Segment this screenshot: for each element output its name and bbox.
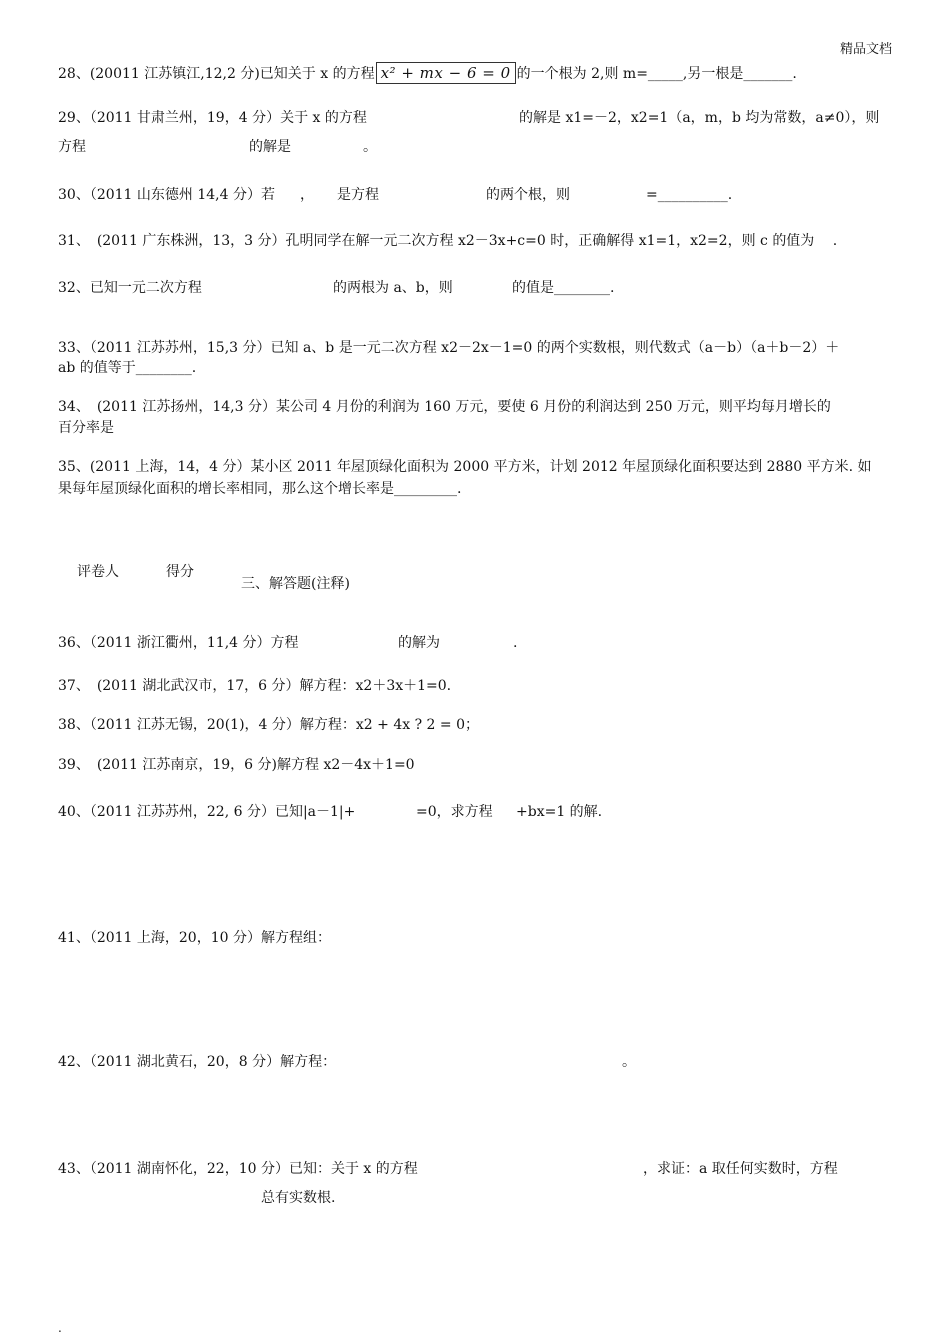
q43-part-a: 43、（2011 湖南怀化，22，10 分）已知：关于 x 的方程	[58, 1161, 418, 1177]
q28-text-pre: 28、(20011 江苏镇江,12,2 分)已知关于 x 的方程	[58, 66, 375, 82]
q33-line2: ab 的值等于________.	[58, 360, 197, 376]
section-title-answers: 三、解答题(注释)	[241, 576, 350, 592]
q35-line2: 果每年屋顶绿化面积的增长率相同，那么这个增长率是_________.	[58, 481, 462, 497]
q36-part-c: .	[513, 635, 518, 651]
question-39: 39、 (2011 江苏南京，19，6 分)解方程 x2－4x＋1=0	[58, 757, 415, 773]
q40-part-c: +bx=1 的解.	[516, 804, 603, 820]
question-31: 31、 (2011 广东株洲，13，3 分）孔明同学在解一元二次方程 x2－3x+c=0 时，正确解得 x1=1，x2=2，则 c 的值为 .	[58, 233, 838, 249]
question-41: 41、（2011 上海，20，10 分）解方程组：	[58, 930, 331, 946]
q29-part-b: 的解是 x1=－2，x2=1（a，m，b 均为常数，a≠0），则	[519, 110, 880, 126]
q40-part-b: =0，求方程	[416, 804, 493, 820]
q30-part-c: 是方程	[337, 187, 379, 203]
q32-part-a: 32、已知一元二次方程	[58, 280, 202, 296]
q36-part-a: 36、（2011 浙江衢州，11,4 分）方程	[58, 635, 299, 651]
q35-line1: 35、(2011 上海，14，4 分）某小区 2011 年屋顶绿化面积为 2000 平方米，计划 2012 年屋顶绿化面积要达到 2880 平方米. 如	[58, 459, 872, 475]
q34-line2: 百分率是	[58, 420, 114, 436]
q40-part-a: 40、（2011 江苏苏州，22, 6 分）已知|a－1|+	[58, 804, 356, 820]
question-37: 37、 (2011 湖北武汉市，17，6 分）解方程：x2＋3x＋1=0.	[58, 678, 452, 694]
q43-part-b: ，求证：a 取任何实数时，方程	[643, 1161, 838, 1177]
score-table-grader: 评卷人	[77, 564, 119, 580]
q29-part-a: 29、（2011 甘肃兰州，19，4 分）关于 x 的方程	[58, 110, 367, 126]
q28-text-post: 的一个根为 2,则 m=_____,另一根是_______.	[516, 66, 797, 82]
q36-part-b: 的解为	[398, 635, 440, 651]
q30-part-e: =__________.	[646, 187, 733, 203]
question-28	[58, 62, 797, 84]
q34-line1: 34、 (2011 江苏扬州，14,3 分）某公司 4 月份的利润为 160 万元，要使 6 月份的利润达到 250 万元，则平均每月增长的	[58, 399, 831, 415]
score-table-score: 得分	[166, 564, 194, 580]
q33-line1: 33、（2011 江苏苏州，15,3 分）已知 a、b 是一元二次方程 x2－2x－1=0 的两个实数根，则代数式（a－b）（a＋b－2）＋	[58, 340, 840, 356]
q28-formula-image: x² + mx − 6 = 0	[376, 62, 516, 84]
question-38: 38、（2011 江苏无锡，20(1)，4 分）解方程：x2 + 4x ? 2 = 0；	[58, 717, 479, 733]
footer-dot: .	[58, 1321, 62, 1335]
q30-part-a: 30、（2011 山东德州 14,4 分）若	[58, 187, 275, 203]
header-watermark: 精品文档	[839, 42, 892, 57]
q32-part-b: 的两根为 a、b，则	[333, 280, 453, 296]
q29-part-d: 的解是	[249, 139, 291, 155]
q30-part-d: 的两个根，则	[486, 187, 570, 203]
q29-part-e: 。	[363, 139, 377, 155]
q42-part-b: 。	[622, 1054, 636, 1070]
q32-part-c: 的值是________.	[512, 280, 615, 296]
q29-part-c: 方程	[58, 139, 86, 155]
q43-part-c: 总有实数根.	[261, 1190, 336, 1206]
q42-part-a: 42、（2011 湖北黄石，20，8 分）解方程：	[58, 1054, 337, 1070]
q30-part-b: ，	[300, 187, 314, 203]
